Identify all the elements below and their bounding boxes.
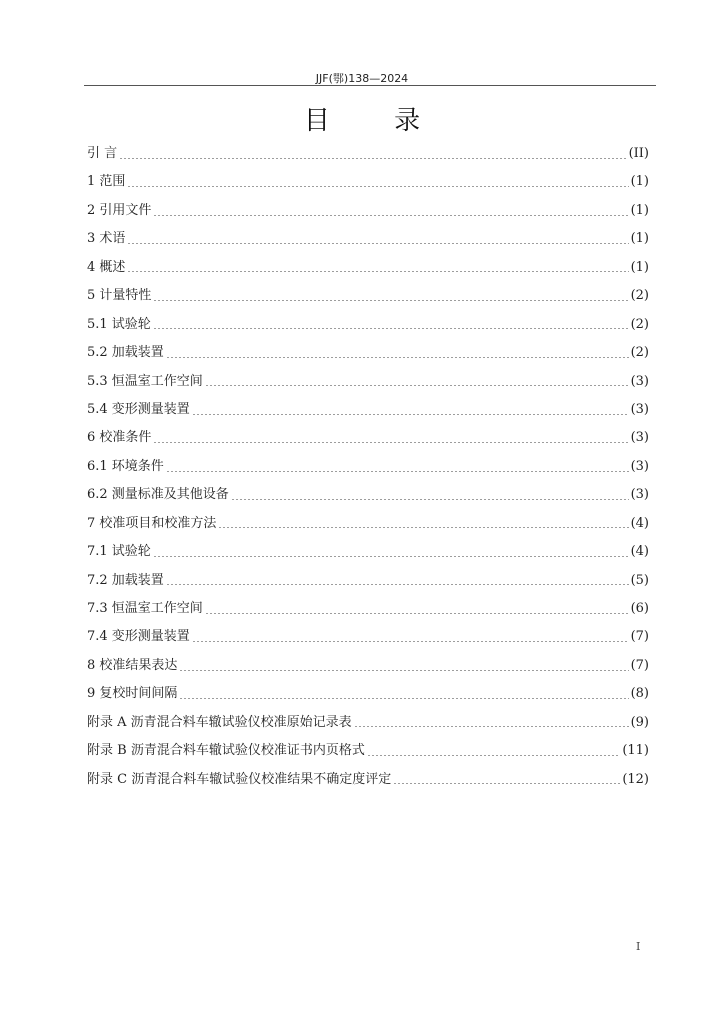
toc-entry-label: 7.2 加载装置 — [87, 572, 164, 588]
toc-entry-page: (1) — [630, 174, 649, 190]
toc-entry-page: (II) — [628, 146, 649, 161]
toc-entry-label: 引 言 — [87, 146, 118, 161]
toc-entry-page: (2) — [630, 316, 649, 332]
dot-leader — [119, 158, 626, 159]
toc-entry-label: 7 校准项目和校准方法 — [87, 515, 217, 531]
toc-entry-page: (1) — [630, 231, 649, 247]
toc-entry[interactable] — [87, 567, 649, 595]
toc-entry-label: 5.1 试验轮 — [87, 316, 151, 332]
toc-entry-label: 8 校准结果表达 — [87, 657, 178, 673]
page-number: I — [636, 940, 641, 953]
toc-entry-page: (5) — [630, 572, 649, 588]
table-of-contents — [87, 140, 649, 794]
toc-entry-page: (11) — [622, 743, 649, 759]
toc-entry[interactable] — [87, 339, 649, 367]
toc-entry-label: 7.4 变形测量装置 — [87, 629, 190, 645]
dot-leader — [153, 442, 628, 443]
toc-entry-label: 附录 C 沥青混合料车辙试验仪校准结果不确定度评定 — [87, 771, 392, 787]
toc-entry-page: (12) — [622, 771, 649, 787]
toc-entry[interactable] — [87, 140, 649, 168]
toc-entry-label: 7.3 恒温室工作空间 — [87, 601, 203, 616]
dot-leader — [153, 300, 628, 301]
toc-entry[interactable] — [87, 282, 649, 310]
toc-entry-label: 5.2 加载装置 — [87, 345, 164, 361]
toc-entry-page: (3) — [630, 401, 649, 417]
dot-leader — [179, 698, 628, 699]
page-title: 目 录 — [303, 106, 449, 136]
toc-entry-page: (1) — [630, 259, 649, 275]
toc-entry-label: 6 校准条件 — [87, 430, 152, 446]
toc-entry-page: (7) — [630, 629, 649, 645]
toc-entry[interactable] — [87, 311, 649, 339]
toc-entry-label: 附录 A 沥青混合料车辙试验仪校准原始记录表 — [87, 714, 352, 730]
toc-entry-label: 5 计量特性 — [87, 288, 152, 304]
toc-entry[interactable] — [87, 225, 649, 253]
dot-leader — [153, 328, 629, 329]
toc-entry-page: (1) — [630, 202, 649, 218]
toc-entry-page: (9) — [630, 714, 649, 730]
toc-entry-page: (4) — [630, 515, 649, 531]
toc-entry-page: (3) — [630, 487, 649, 503]
toc-entry-label: 5.3 恒温室工作空间 — [87, 373, 203, 389]
toc-entry-label: 6.1 环境条件 — [87, 458, 164, 474]
toc-entry[interactable] — [87, 709, 649, 737]
dot-leader — [218, 527, 628, 528]
dot-leader — [153, 215, 628, 216]
toc-entry[interactable] — [87, 595, 649, 623]
dot-leader — [205, 613, 629, 614]
dot-leader — [153, 556, 629, 557]
toc-entry[interactable] — [87, 254, 649, 282]
toc-entry-label: 9 复校时间间隔 — [87, 686, 178, 702]
toc-entry[interactable] — [87, 623, 649, 651]
toc-entry-label: 4 概述 — [87, 259, 126, 275]
dot-leader — [166, 357, 629, 358]
toc-entry[interactable] — [87, 538, 649, 566]
header-divider — [84, 85, 656, 86]
toc-entry[interactable] — [87, 481, 649, 509]
toc-entry[interactable] — [87, 396, 649, 424]
toc-entry-page: (3) — [630, 458, 649, 474]
toc-entry[interactable] — [87, 652, 649, 680]
toc-entry-label: 3 术语 — [87, 231, 126, 247]
toc-entry-page: (7) — [630, 657, 649, 673]
toc-entry-page: (3) — [630, 430, 649, 446]
toc-entry-label: 5.4 变形测量装置 — [87, 401, 190, 417]
dot-leader — [127, 271, 628, 272]
toc-entry[interactable] — [87, 424, 649, 452]
toc-entry-label: 7.1 试验轮 — [87, 544, 151, 560]
toc-entry[interactable] — [87, 766, 649, 794]
toc-entry-page: (4) — [630, 544, 649, 560]
toc-entry-label: 2 引用文件 — [87, 202, 152, 218]
toc-entry-page: (2) — [630, 345, 649, 361]
toc-entry-label: 6.2 测量标准及其他设备 — [87, 487, 229, 503]
toc-entry-page: (2) — [630, 288, 649, 304]
dot-leader — [179, 670, 628, 671]
dot-leader — [205, 385, 629, 386]
toc-entry[interactable] — [87, 197, 649, 225]
document-code-header: JJF(鄂)138—2024 — [315, 72, 409, 85]
dot-leader — [127, 186, 628, 187]
dot-leader — [354, 726, 629, 727]
toc-entry[interactable] — [87, 737, 649, 765]
dot-leader — [166, 584, 629, 585]
toc-entry-label: 附录 B 沥青混合料车辙试验仪校准证书内页格式 — [87, 743, 365, 759]
dot-leader — [231, 499, 629, 500]
dot-leader — [393, 783, 620, 784]
dot-leader — [367, 755, 620, 756]
toc-entry[interactable] — [87, 368, 649, 396]
toc-entry[interactable] — [87, 510, 649, 538]
toc-entry-label: 1 范围 — [87, 174, 126, 190]
toc-entry[interactable] — [87, 680, 649, 708]
dot-leader — [192, 414, 629, 415]
toc-entry[interactable] — [87, 168, 649, 196]
toc-entry-page: (8) — [630, 686, 649, 702]
toc-entry-page: (3) — [630, 373, 649, 389]
toc-entry[interactable] — [87, 453, 649, 481]
dot-leader — [127, 243, 628, 244]
dot-leader — [166, 471, 629, 472]
dot-leader — [192, 641, 629, 642]
toc-entry-page: (6) — [630, 601, 649, 616]
